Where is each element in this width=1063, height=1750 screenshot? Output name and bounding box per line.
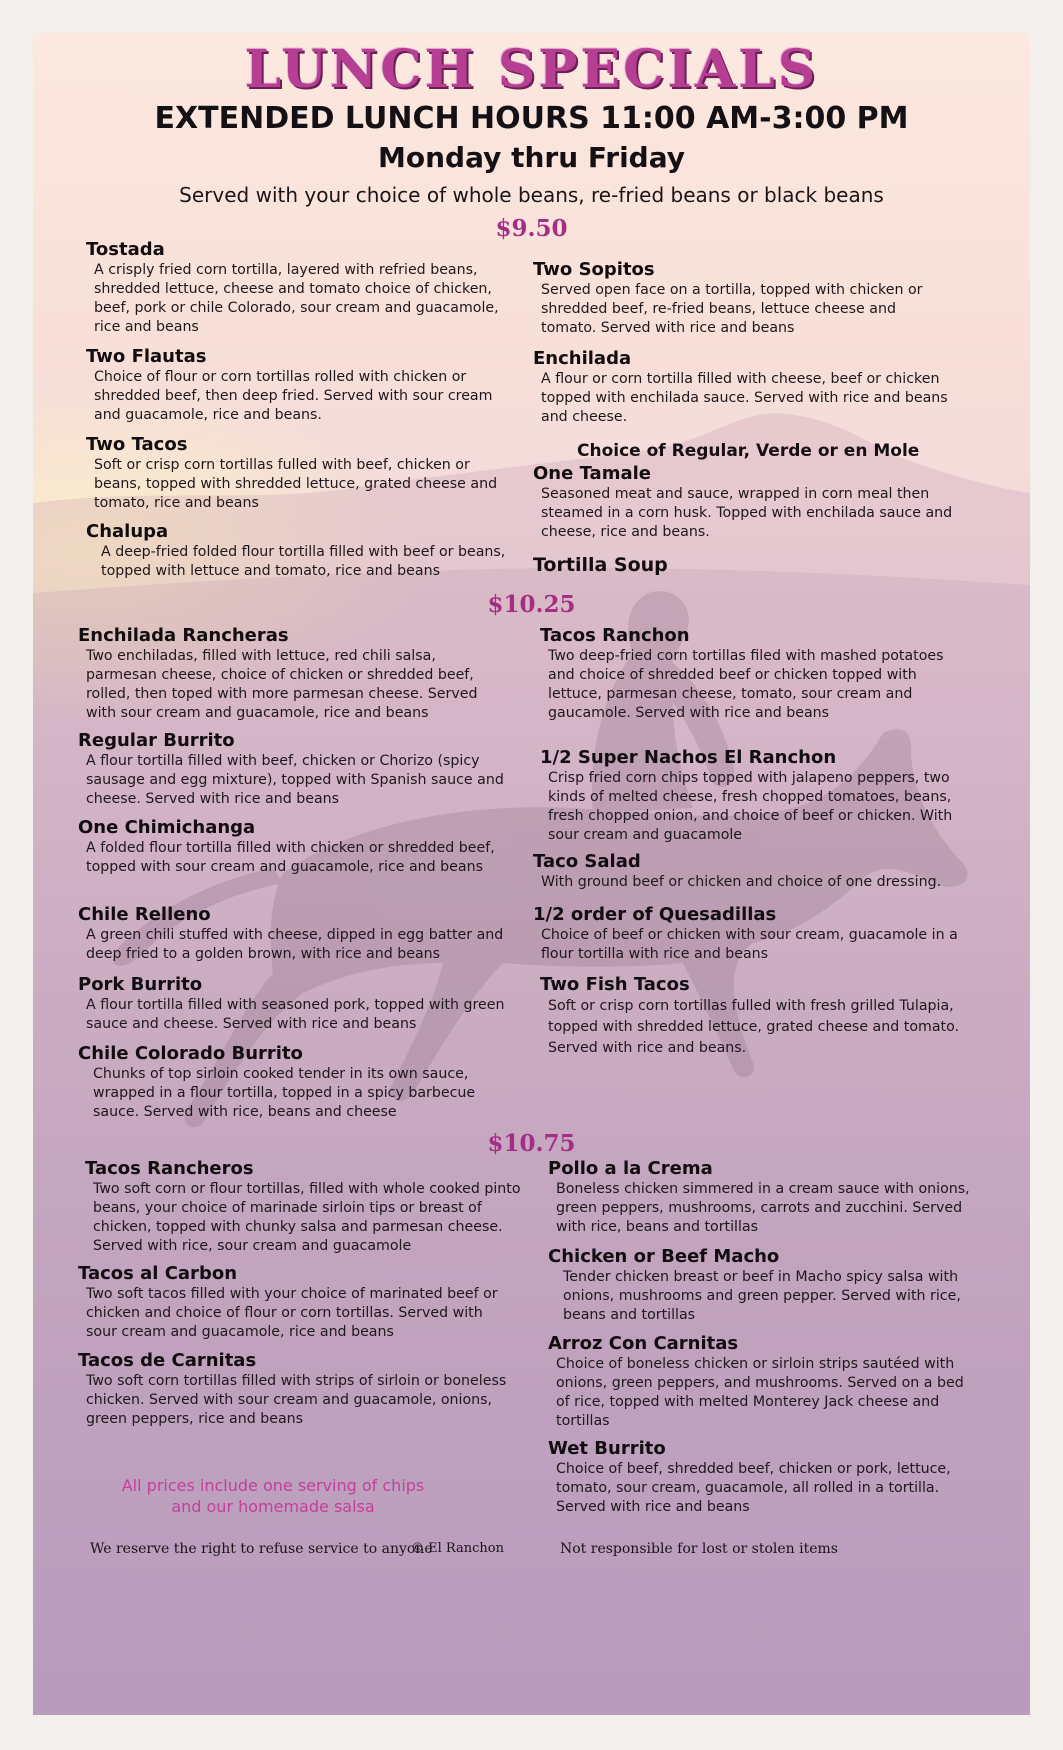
lunch-hours: EXTENDED LUNCH HOURS 11:00 AM-3:00 PM bbox=[154, 101, 909, 136]
item-description: Choice of beef or chicken with sour cream, guacamole in a flour tortilla with rice and beans bbox=[541, 927, 958, 962]
menu-item bbox=[533, 463, 953, 542]
item-name: Chile Relleno bbox=[78, 904, 211, 925]
item-description: A deep-fried folded flour tortilla filled with beef or beans, topped with lettuce and tomato, rice and beans bbox=[101, 544, 506, 579]
item-name: Tacos Rancheros bbox=[85, 1158, 254, 1179]
item-description: Choice of boneless chicken or sirloin strips sautéed with onions, green peppers, and mushrooms. Served on a bed of rice, topped with melted Monterey Jack cheese and tortillas bbox=[556, 1356, 964, 1429]
item-name: Tacos de Carnitas bbox=[78, 1350, 257, 1371]
item-name: Two Sopitos bbox=[533, 259, 655, 280]
item-description: Choice of beef, shredded beef, chicken or pork, lettuce, tomato, sour cream, guacamole, all rolled in a tortilla. Served with rice and beans bbox=[556, 1461, 951, 1515]
item-name: Tacos al Carbon bbox=[78, 1263, 238, 1284]
footer-copyright: © El Ranchon bbox=[411, 1541, 504, 1556]
menu-page bbox=[33, 33, 1030, 1715]
item-description: A green chili stuffed with cheese, dipped in egg batter and deep fried to a golden brown, with rice and beans bbox=[86, 927, 504, 962]
item-name: Two Flautas bbox=[86, 346, 207, 367]
item-name: Enchilada bbox=[533, 348, 632, 369]
item-name: 1/2 Super Nachos El Ranchon bbox=[540, 747, 837, 768]
footer-refuse-service: We reserve the right to refuse service to anyone bbox=[90, 1541, 433, 1557]
item-name: Tostada bbox=[86, 239, 165, 260]
menu-item bbox=[533, 259, 953, 338]
menu-item bbox=[78, 1043, 508, 1122]
item-name: Two Fish Tacos bbox=[540, 974, 690, 995]
item-name: Tacos Ranchon bbox=[540, 625, 690, 646]
item-description: A flour tortilla filled with seasoned pork, topped with green sauce and cheese. Served with rice and beans bbox=[86, 997, 505, 1032]
menu-item bbox=[533, 348, 953, 427]
item-name: Tortilla Soup bbox=[533, 554, 668, 576]
menu-item bbox=[78, 974, 508, 1034]
chips-note-line-1: All prices include one serving of chips bbox=[121, 1476, 425, 1495]
item-name: Chalupa bbox=[86, 521, 169, 542]
menu-item bbox=[78, 730, 508, 809]
menu-item bbox=[540, 747, 960, 845]
item-name: 1/2 order of Quesadillas bbox=[533, 904, 777, 925]
menu-item bbox=[86, 521, 506, 581]
menu-item bbox=[86, 434, 506, 513]
item-description: Two soft corn tortillas filled with strips of sirloin or boneless chicken. Served with sour cream and guacamole, onions, green peppers, rice and beans bbox=[86, 1373, 507, 1427]
menu-item bbox=[86, 346, 506, 425]
menu-item bbox=[540, 625, 960, 723]
item-description: With ground beef or chicken and choice of one dressing. bbox=[541, 874, 942, 890]
item-description: Two soft corn or flour tortillas, filled with whole cooked pinto beans, your choice of marinade sirloin tips or breast of chicken, topped with chunky salsa and parmesan cheese. Served with rice, sour cream and guacamole bbox=[93, 1181, 521, 1254]
item-description: Choice of flour or corn tortillas rolled with chicken or shredded beef, then deep fried. Served with sour cream and guacamole, rice and beans. bbox=[94, 369, 493, 423]
item-name: Enchilada Rancheras bbox=[78, 625, 289, 646]
chips-note-line-2: and our homemade salsa bbox=[171, 1497, 375, 1516]
price-heading-950: $9.50 bbox=[495, 215, 568, 242]
item-description: A folded flour tortilla filled with chicken or shredded beef, topped with sour cream and guacamole, rice and beans bbox=[86, 840, 495, 875]
item-description: Served open face on a tortilla, topped with chicken or shredded beef, re-fried beans, lettuce cheese and tomato. Served with rice and beans bbox=[541, 282, 923, 336]
item-name: Wet Burrito bbox=[548, 1438, 666, 1459]
item-name: One Tamale bbox=[533, 463, 651, 484]
menu-item bbox=[85, 1158, 525, 1256]
item-name: Chicken or Beef Macho bbox=[548, 1246, 780, 1267]
menu-item bbox=[548, 1158, 978, 1237]
item-description: Chunks of top sirloin cooked tender in its own sauce, wrapped in a flour tortilla, topped in a spicy barbecue sauce. Served with rice, beans and cheese bbox=[93, 1066, 476, 1120]
item-description: Soft or crisp corn tortillas fulled with beef, chicken or beans, topped with shredded lettuce, grated cheese and tomato, rice and beans bbox=[94, 457, 498, 511]
item-description: Boneless chicken simmered in a cream sauce with onions, green peppers, mushrooms, carrots and zucchini. Served with rice, beans and tortillas bbox=[556, 1181, 970, 1235]
menu-item bbox=[548, 1438, 978, 1517]
item-description: A crisply fried corn tortilla, layered with refried beans, shredded lettuce, cheese and tomato choice of chicken, beef, pork or chile Colorado, sour cream and guacamole, rice and beans bbox=[94, 262, 499, 335]
served-with-note: Served with your choice of whole beans, re-fried beans or black beans bbox=[179, 183, 884, 207]
item-description: Two enchiladas, filled with lettuce, red chili salsa, parmesan cheese, choice of chicken or shredded beef, rolled, then toped with more parmesan cheese. Served with sour cream and guacamole, rice and beans bbox=[86, 648, 478, 721]
menu-item bbox=[533, 554, 953, 576]
item-description: Two deep-fried corn tortillas filed with mashed potatoes and choice of shredded beef or chicken topped with lettuce, parmesan cheese, tomato, sour cream and gaucamole. Served with rice and beans bbox=[548, 648, 944, 721]
page-title: LUNCH SPECIALS bbox=[244, 39, 819, 100]
menu-item bbox=[533, 904, 963, 964]
price-heading-1075: $10.75 bbox=[487, 1130, 576, 1157]
item-name: Two Tacos bbox=[86, 434, 188, 455]
menu-item bbox=[78, 625, 508, 723]
menu-item bbox=[548, 1246, 978, 1325]
item-name: Chile Colorado Burrito bbox=[78, 1043, 303, 1064]
item-name: One Chimichanga bbox=[78, 817, 256, 838]
menu-item bbox=[78, 817, 508, 877]
item-name: Taco Salad bbox=[533, 851, 641, 872]
item-description: A flour tortilla filled with beef, chicken or Chorizo (spicy sausage and egg mixture), topped with Spanish sauce and cheese. Served with rice and beans bbox=[86, 753, 504, 807]
price-heading-1025: $10.25 bbox=[487, 591, 576, 618]
item-description: A flour or corn tortilla filled with cheese, beef or chicken topped with enchilada sauce. Served with rice and beans and cheese. bbox=[541, 371, 948, 425]
menu-item bbox=[86, 239, 506, 337]
menu-item bbox=[548, 1333, 978, 1431]
menu-item bbox=[78, 1350, 518, 1429]
item-name: Pollo a la Crema bbox=[548, 1158, 713, 1179]
menu-item bbox=[533, 851, 963, 892]
item-name: Regular Burrito bbox=[78, 730, 235, 751]
item-description: Two soft tacos filled with your choice of marinated beef or chicken and choice of flour or corn tortillas. Served with sour cream and guacamole, rice and beans bbox=[86, 1286, 498, 1340]
item-description: Seasoned meat and sauce, wrapped in corn meal then steamed in a corn husk. Topped with enchilada sauce and cheese, rice and beans. bbox=[541, 486, 953, 540]
chips-and-salsa-note bbox=[103, 1475, 443, 1517]
item-description: Tender chicken breast or beef in Macho spicy salsa with onions, mushrooms and green pepper. Served with rice, beans and tortillas bbox=[563, 1269, 961, 1323]
item-name: Arroz Con Carnitas bbox=[548, 1333, 739, 1354]
menu-item bbox=[78, 1263, 518, 1342]
lunch-days: Monday thru Friday bbox=[378, 141, 685, 174]
menu-item bbox=[78, 904, 508, 964]
footer-not-responsible: Not responsible for lost or stolen items bbox=[560, 1541, 838, 1557]
enchilada-sauce-choice: Choice of Regular, Verde or en Mole bbox=[577, 441, 920, 461]
menu-item bbox=[540, 974, 960, 1059]
item-name: Pork Burrito bbox=[78, 974, 203, 995]
item-description: Crisp fried corn chips topped with jalapeno peppers, two kinds of melted cheese, fresh chopped tomatoes, beans, fresh chopped onion, and choice of beef or chicken. With sour cream and guacamole bbox=[548, 770, 953, 843]
item-description: Soft or crisp corn tortillas fulled with fresh grilled Tulapia, topped with shredded lettuce, grated cheese and tomato. Served with rice and beans. bbox=[548, 998, 960, 1056]
